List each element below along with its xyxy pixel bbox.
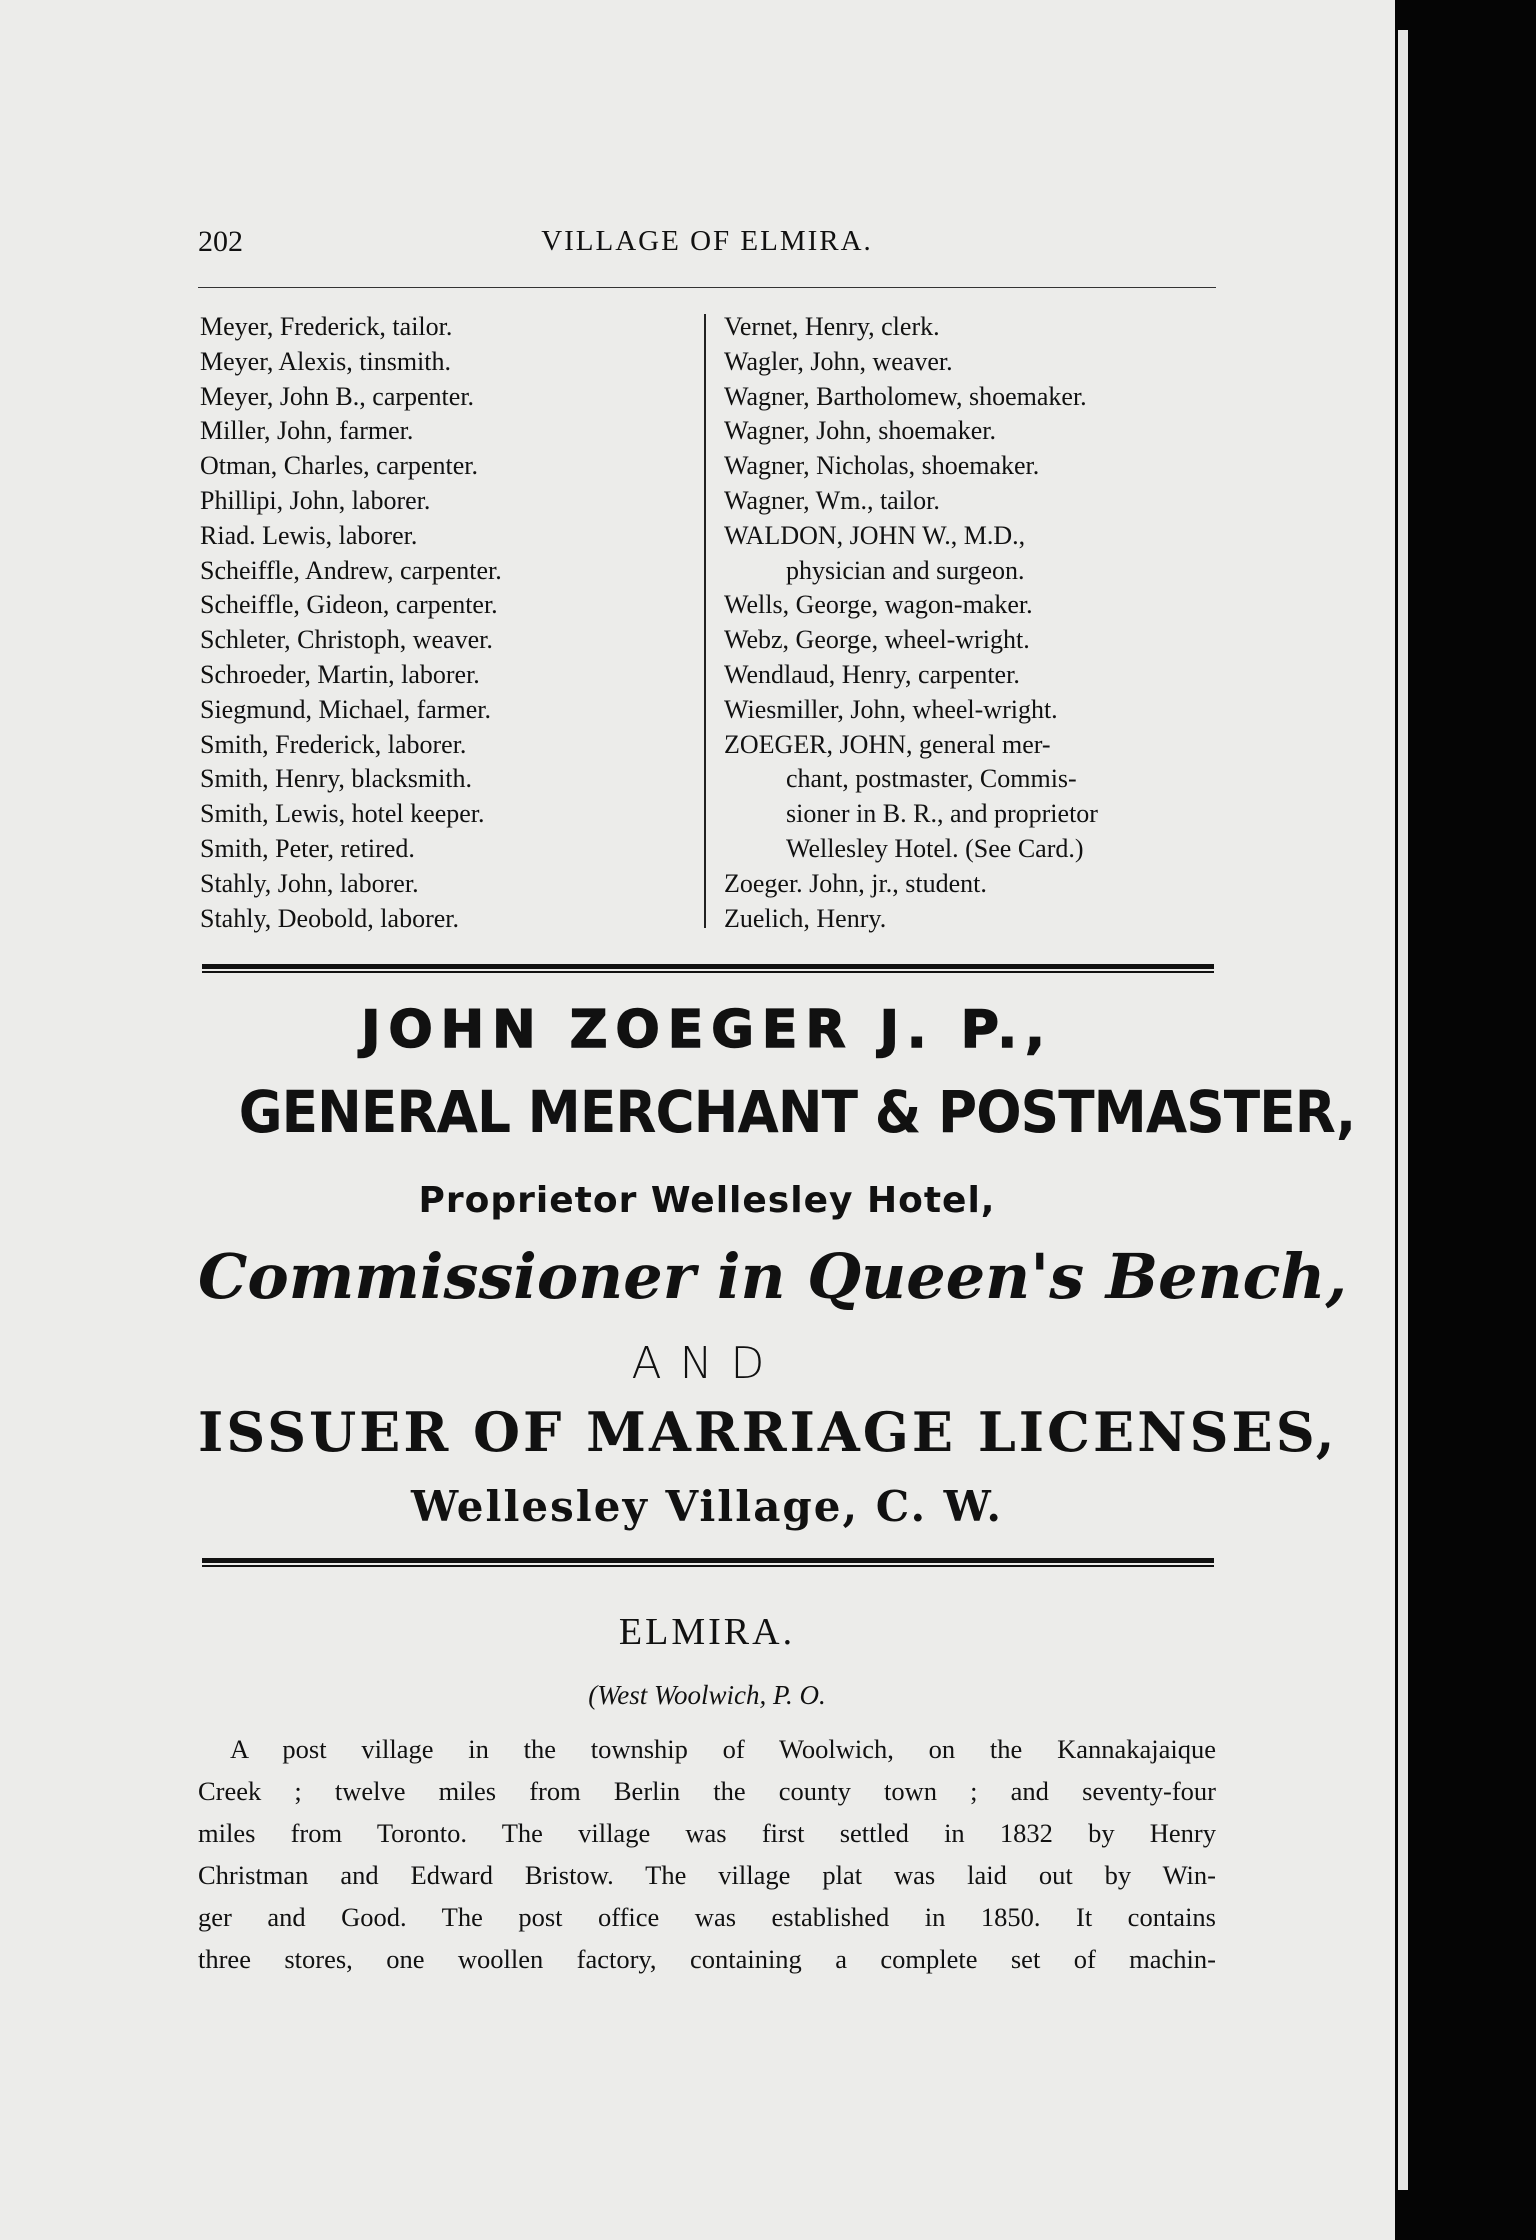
body-line: ger and Good. The post office was established in 1850. It contains — [198, 1902, 1216, 1932]
directory-entry: Phillipi, John, laborer. — [200, 485, 431, 515]
directory-entry-continuation: sioner in B. R., and proprietor — [786, 799, 1098, 829]
directory-entry: Otman, Charles, carpenter. — [200, 451, 478, 481]
ad-place: Wellesley Village, C. W. — [411, 1482, 1003, 1531]
section-body — [198, 1728, 1216, 1980]
directory-entry: Schleter, Christoph, weaver. — [200, 625, 493, 655]
directory-entry: Wagner, Wm., tailor. — [724, 485, 940, 515]
directory-listing — [198, 310, 1216, 940]
ad-commission: Commissioner in Queen's Bench, — [198, 1240, 1348, 1313]
ad-name: JOHN ZOEGER J. P., — [361, 1000, 1053, 1060]
directory-entry: Smith, Frederick, laborer. — [200, 729, 467, 759]
body-line: three stores, one woollen factory, containing a complete set of machin- — [198, 1944, 1216, 1974]
directory-entry: Webz, George, wheel-wright. — [724, 625, 1030, 655]
directory-entry: Smith, Peter, retired. — [200, 833, 415, 863]
directory-entry-continuation: chant, postmaster, Commis- — [786, 764, 1077, 794]
directory-entry: Wells, George, wagon-maker. — [724, 590, 1033, 620]
directory-entry: Wendlaud, Henry, carpenter. — [724, 659, 1020, 689]
directory-entry: Zuelich, Henry. — [724, 903, 887, 933]
directory-entry: Meyer, Frederick, tailor. — [200, 312, 453, 341]
scan-edge-line — [1398, 30, 1408, 2190]
directory-entry: Smith, Lewis, hotel keeper. — [200, 799, 485, 829]
directory-entry: Siegmund, Michael, farmer. — [200, 694, 491, 724]
directory-entry: Wiesmiller, John, wheel-wright. — [724, 694, 1058, 724]
directory-right-column — [724, 310, 1216, 936]
page-number: 202 — [198, 225, 243, 258]
directory-entry: Stahly, John, laborer. — [200, 868, 419, 898]
directory-entry: Scheiffle, Gideon, carpenter. — [200, 590, 498, 620]
directory-entry: Wagler, John, weaver. — [724, 346, 953, 376]
directory-entry: Meyer, John B., carpenter. — [200, 381, 475, 411]
running-title: VILLAGE OF ELMIRA. — [541, 225, 873, 257]
directory-entry-continuation: physician and surgeon. — [786, 555, 1025, 585]
directory-entry: Wagner, Bartholomew, shoemaker. — [724, 381, 1087, 411]
section-title: ELMIRA. — [618, 1611, 796, 1653]
directory-entry: Wagner, Nicholas, shoemaker. — [724, 451, 1040, 481]
ad-hotel: Proprietor Wellesley Hotel, — [418, 1180, 996, 1221]
directory-entry: WALDON, JOHN W., M.D., — [724, 520, 1026, 550]
body-line: Creek ; twelve miles from Berlin the county town ; and seventy-four — [198, 1776, 1216, 1806]
column-divider — [704, 314, 706, 928]
advertisement-card — [198, 1000, 1356, 1540]
directory-entry: Miller, John, farmer. — [200, 416, 414, 446]
page-header — [198, 225, 1216, 265]
advertisement-top-rule — [202, 964, 1214, 973]
directory-entry: Riad. Lewis, laborer. — [200, 520, 418, 550]
directory-entry-continuation: Wellesley Hotel. (See Card.) — [786, 833, 1084, 863]
directory-entry: ZOEGER, JOHN, general mer- — [724, 729, 1051, 759]
body-line: A post village in the township of Woolwich, on the Kannakajaique — [230, 1734, 1216, 1764]
body-line: Christman and Edward Bristow. The village plat was laid out by Win- — [198, 1860, 1216, 1890]
ad-issuer: ISSUER OF MARRIAGE LICENSES, — [198, 1400, 1338, 1464]
directory-entry: Schroeder, Martin, laborer. — [200, 659, 480, 689]
directory-entry: Meyer, Alexis, tinsmith. — [200, 346, 451, 376]
directory-entry: Vernet, Henry, clerk. — [724, 312, 940, 341]
section-subtitle: (West Woolwich, P. O. — [588, 1680, 826, 1710]
directory-entry: Smith, Henry, blacksmith. — [200, 764, 473, 794]
directory-entry: Stahly, Deobold, laborer. — [200, 903, 459, 933]
advertisement-bottom-rule — [202, 1558, 1214, 1567]
ad-trade: GENERAL MERCHANT & POSTMASTER, — [238, 1078, 1356, 1146]
directory-entry: Zoeger. John, jr., student. — [724, 868, 987, 898]
directory-left-column — [200, 310, 690, 936]
ad-and: AND — [631, 1338, 783, 1389]
directory-entry: Scheiffle, Andrew, carpenter. — [200, 555, 502, 585]
body-line: miles from Toronto. The village was first settled in 1832 by Henry — [198, 1818, 1216, 1848]
scan-edge — [1395, 0, 1536, 2240]
header-rule — [198, 287, 1216, 288]
directory-entry: Wagner, John, shoemaker. — [724, 416, 996, 446]
